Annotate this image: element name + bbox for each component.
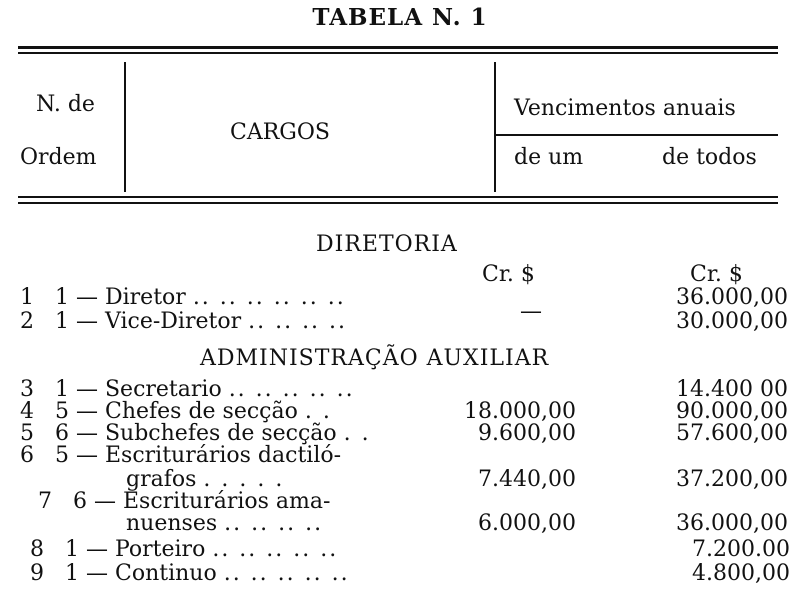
row-cargo: Escriturários dactiló- bbox=[104, 443, 342, 468]
row-dots: .. .. .. .. .. bbox=[223, 561, 350, 586]
row-dash: — bbox=[85, 561, 108, 586]
header-top-rule bbox=[18, 46, 778, 49]
row-dash: — bbox=[75, 377, 98, 402]
table-row bbox=[30, 537, 339, 562]
table-row bbox=[20, 443, 342, 468]
row-qty: 1 bbox=[54, 309, 69, 334]
row-dots: .. .. .. .. bbox=[224, 511, 324, 536]
row-todos: 7.200.00 bbox=[692, 537, 790, 562]
row-dots: . . . . . bbox=[203, 467, 285, 492]
row-ordem: 3 bbox=[20, 377, 34, 402]
row-ordem: 2 bbox=[20, 309, 34, 334]
row-um: 18.000,00 bbox=[464, 399, 576, 424]
row-todos: 90.000,00 bbox=[676, 399, 788, 424]
row-dash: — bbox=[75, 285, 98, 310]
table-row bbox=[38, 489, 331, 514]
header-de-todos: de todos bbox=[662, 145, 757, 170]
row-dash: — bbox=[93, 489, 116, 514]
header-de-um: de um bbox=[514, 145, 584, 170]
row-dots: .. .. .. .. bbox=[248, 309, 348, 334]
row-qty: 1 bbox=[64, 537, 79, 562]
row-ordem: 4 bbox=[20, 399, 34, 424]
row-dash: — bbox=[85, 537, 108, 562]
row-cargo: Diretor bbox=[104, 285, 186, 310]
header-divider-left bbox=[124, 62, 126, 192]
row-todos: 36.000,00 bbox=[676, 285, 788, 310]
currency-label-todos: Cr. $ bbox=[690, 262, 743, 287]
row-qty: 1 bbox=[54, 377, 69, 402]
header-sub-rule bbox=[496, 134, 778, 136]
row-um: 6.000,00 bbox=[478, 511, 576, 536]
row-ordem: 7 bbox=[38, 489, 52, 514]
row-todos: 36.000,00 bbox=[676, 511, 788, 536]
row-qty: 6 bbox=[72, 489, 87, 514]
row-cargo: Continuo bbox=[114, 561, 217, 586]
row-dash: — bbox=[75, 309, 98, 334]
table-row bbox=[20, 309, 348, 334]
section-title-administracao: ADMINISTRAÇÃO AUXILIAR bbox=[200, 346, 550, 371]
header-vencimentos: Vencimentos anuais bbox=[514, 96, 736, 121]
row-dash: — bbox=[75, 421, 98, 446]
row-ordem: 8 bbox=[30, 537, 44, 562]
table-row bbox=[30, 561, 350, 586]
row-dots: .. .. .. .. .. bbox=[212, 537, 339, 562]
table-row bbox=[20, 421, 371, 446]
row-qty: 6 bbox=[54, 421, 69, 446]
row-qty: 5 bbox=[54, 443, 69, 468]
row-qty: 5 bbox=[54, 399, 69, 424]
row-cargo: Porteiro bbox=[114, 537, 206, 562]
table-row bbox=[20, 377, 355, 402]
row-cargo: Secretario bbox=[104, 377, 222, 402]
currency-label-um: Cr. $ bbox=[482, 262, 535, 287]
row-todos: 4.800,00 bbox=[692, 561, 790, 586]
header-ordem-line1: N. de bbox=[36, 92, 95, 117]
row-ordem: 9 bbox=[30, 561, 44, 586]
row-todos: 57.600,00 bbox=[676, 421, 788, 446]
header-cargos: CARGOS bbox=[230, 120, 330, 145]
row-dash: — bbox=[75, 399, 98, 424]
row-ordem: 5 bbox=[20, 421, 34, 446]
row-qty: 1 bbox=[64, 561, 79, 586]
row-um: 7.440,00 bbox=[478, 467, 576, 492]
row-cargo-2: nuenses bbox=[126, 511, 218, 536]
row-um: — bbox=[520, 299, 542, 324]
row-ordem: 1 bbox=[20, 285, 34, 310]
header-top-rule-2 bbox=[18, 52, 778, 54]
header-bottom-rule bbox=[18, 196, 778, 198]
header-divider-right bbox=[494, 62, 496, 192]
row-todos: 37.200,00 bbox=[676, 467, 788, 492]
row-dots: .. .. .. .. .. .. bbox=[192, 285, 346, 310]
row-dots: .. .. .. .. .. bbox=[228, 377, 355, 402]
row-cargo: Subchefes de secção bbox=[104, 421, 337, 446]
row-cargo-2: grafos bbox=[126, 467, 197, 492]
row-dots: . . bbox=[343, 421, 371, 446]
row-todos: 14.400 00 bbox=[676, 377, 788, 402]
row-cargo: Escriturários ama- bbox=[122, 489, 331, 514]
row-dash: — bbox=[75, 443, 98, 468]
row-cargo: Chefes de secção bbox=[104, 399, 298, 424]
row-um: 9.600,00 bbox=[478, 421, 576, 446]
section-title-diretoria: DIRETORIA bbox=[316, 232, 458, 257]
row-todos: 30.000,00 bbox=[676, 309, 788, 334]
table-title: TABELA N. 1 bbox=[312, 4, 488, 31]
row-cargo-continued bbox=[126, 511, 324, 536]
row-dots: . . bbox=[304, 399, 332, 424]
row-cargo: Vice-Diretor bbox=[104, 309, 242, 334]
row-ordem: 6 bbox=[20, 443, 34, 468]
table-row bbox=[20, 399, 332, 424]
row-cargo-continued bbox=[126, 467, 285, 492]
row-qty: 1 bbox=[54, 285, 69, 310]
table-row bbox=[20, 285, 346, 310]
header-ordem-line2: Ordem bbox=[20, 145, 97, 170]
header-bottom-rule-2 bbox=[18, 202, 778, 204]
